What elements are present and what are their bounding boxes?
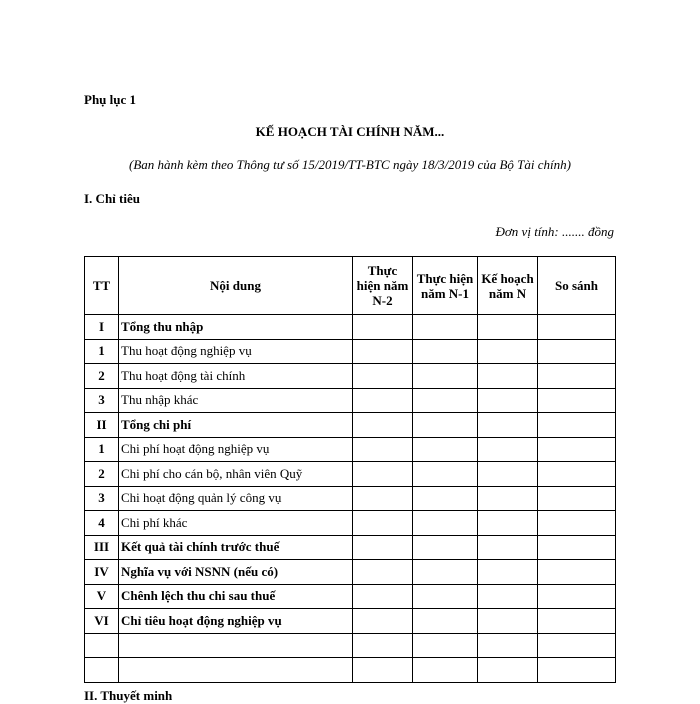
compare-cell (538, 388, 616, 413)
compare-cell (538, 535, 616, 560)
document-title: KẾ HOẠCH TÀI CHÍNH NĂM... (255, 124, 445, 139)
document-subtitle: (Ban hành kèm theo Thông tư số 15/2019/TT-BTC ngày 18/3/2019 của Bộ Tài chính) (129, 157, 571, 172)
row-content-cell: Kết quả tài chính trước thuế (119, 535, 353, 560)
section-heading-explanation: II. Thuyết minh (84, 688, 173, 703)
row-content-cell (119, 633, 353, 658)
compare-cell (538, 413, 616, 438)
actual-n2-cell (353, 535, 413, 560)
table-row (85, 633, 616, 658)
actual-n1-cell (413, 462, 478, 487)
compare-cell (538, 339, 616, 364)
actual-n1-cell (413, 633, 478, 658)
row-index-cell: I (85, 315, 119, 340)
actual-n2-cell (353, 511, 413, 536)
actual-n1-cell (413, 364, 478, 389)
actual-n2-cell (353, 633, 413, 658)
actual-n2-cell (353, 413, 413, 438)
table-row (85, 364, 616, 389)
compare-cell (538, 560, 616, 585)
compare-cell (538, 584, 616, 609)
actual-n2-cell (353, 315, 413, 340)
table-row (85, 486, 616, 511)
actual-n1-cell (413, 535, 478, 560)
plan-n-cell (478, 339, 538, 364)
compare-cell (538, 609, 616, 634)
actual-n2-cell (353, 560, 413, 585)
row-index-cell (85, 658, 119, 683)
row-index-cell: 3 (85, 388, 119, 413)
compare-cell (538, 511, 616, 536)
plan-n-cell (478, 486, 538, 511)
row-index-cell: 2 (85, 364, 119, 389)
table-row (85, 462, 616, 487)
row-index-cell: IV (85, 560, 119, 585)
header-content: Nội dung (119, 257, 353, 315)
compare-cell (538, 315, 616, 340)
actual-n2-cell (353, 658, 413, 683)
row-index-cell: II (85, 413, 119, 438)
header-actual-n2: Thực hiện năm N-2 (353, 257, 413, 315)
actual-n1-cell (413, 437, 478, 462)
actual-n1-cell (413, 413, 478, 438)
unit-note: Đơn vị tính: ....... đồng (495, 224, 614, 239)
actual-n1-cell (413, 609, 478, 634)
compare-cell (538, 633, 616, 658)
section-heading-targets: I. Chỉ tiêu (84, 191, 140, 206)
compare-cell (538, 462, 616, 487)
header-tt: TT (85, 257, 119, 315)
header-plan-n: Kế hoạch năm N (478, 257, 538, 315)
row-index-cell: 1 (85, 339, 119, 364)
actual-n1-cell (413, 658, 478, 683)
row-index-cell: 4 (85, 511, 119, 536)
actual-n2-cell (353, 364, 413, 389)
row-index-cell: V (85, 584, 119, 609)
table-row (85, 388, 616, 413)
table-row (85, 560, 616, 585)
plan-n-cell (478, 364, 538, 389)
table-body (85, 315, 616, 683)
row-content-cell: Nghĩa vụ với NSNN (nếu có) (119, 560, 353, 585)
row-content-cell: Tổng thu nhập (119, 315, 353, 340)
plan-n-cell (478, 560, 538, 585)
plan-n-cell (478, 584, 538, 609)
row-content-cell: Chi phí cho cán bộ, nhân viên Quỹ (119, 462, 353, 487)
row-content-cell (119, 658, 353, 683)
table-row (85, 437, 616, 462)
row-content-cell: Chi phí hoạt động nghiệp vụ (119, 437, 353, 462)
compare-cell (538, 437, 616, 462)
row-content-cell: Thu hoạt động nghiệp vụ (119, 339, 353, 364)
row-content-cell: Thu nhập khác (119, 388, 353, 413)
financial-plan-table (84, 256, 616, 683)
plan-n-cell (478, 462, 538, 487)
actual-n2-cell (353, 609, 413, 634)
plan-n-cell (478, 511, 538, 536)
row-index-cell: III (85, 535, 119, 560)
row-index-cell: VI (85, 609, 119, 634)
row-content-cell: Chênh lệch thu chi sau thuế (119, 584, 353, 609)
row-index-cell (85, 633, 119, 658)
actual-n2-cell (353, 388, 413, 413)
row-index-cell: 2 (85, 462, 119, 487)
table-row (85, 658, 616, 683)
actual-n1-cell (413, 560, 478, 585)
compare-cell (538, 364, 616, 389)
actual-n1-cell (413, 486, 478, 511)
compare-cell (538, 486, 616, 511)
actual-n1-cell (413, 315, 478, 340)
row-index-cell: 3 (85, 486, 119, 511)
header-compare: So sánh (538, 257, 616, 315)
actual-n1-cell (413, 388, 478, 413)
plan-n-cell (478, 413, 538, 438)
table-row (85, 511, 616, 536)
table-row (85, 413, 616, 438)
plan-n-cell (478, 315, 538, 340)
plan-n-cell (478, 658, 538, 683)
plan-n-cell (478, 388, 538, 413)
row-index-cell: 1 (85, 437, 119, 462)
table-row (85, 315, 616, 340)
plan-n-cell (478, 633, 538, 658)
header-actual-n1: Thực hiện năm N-1 (413, 257, 478, 315)
plan-n-cell (478, 535, 538, 560)
actual-n2-cell (353, 339, 413, 364)
actual-n2-cell (353, 462, 413, 487)
row-content-cell: Chi hoạt động quản lý công vụ (119, 486, 353, 511)
table-row (85, 339, 616, 364)
plan-n-cell (478, 437, 538, 462)
actual-n2-cell (353, 486, 413, 511)
actual-n1-cell (413, 339, 478, 364)
actual-n1-cell (413, 511, 478, 536)
actual-n2-cell (353, 437, 413, 462)
table-row (85, 535, 616, 560)
appendix-label: Phụ lục 1 (84, 92, 137, 107)
compare-cell (538, 658, 616, 683)
row-content-cell: Chi phí khác (119, 511, 353, 536)
table-row (85, 584, 616, 609)
row-content-cell: Chỉ tiêu hoạt động nghiệp vụ (119, 609, 353, 634)
actual-n2-cell (353, 584, 413, 609)
table-header-row (85, 257, 616, 315)
row-content-cell: Thu hoạt động tài chính (119, 364, 353, 389)
table-row (85, 609, 616, 634)
plan-n-cell (478, 609, 538, 634)
row-content-cell: Tổng chi phí (119, 413, 353, 438)
actual-n1-cell (413, 584, 478, 609)
